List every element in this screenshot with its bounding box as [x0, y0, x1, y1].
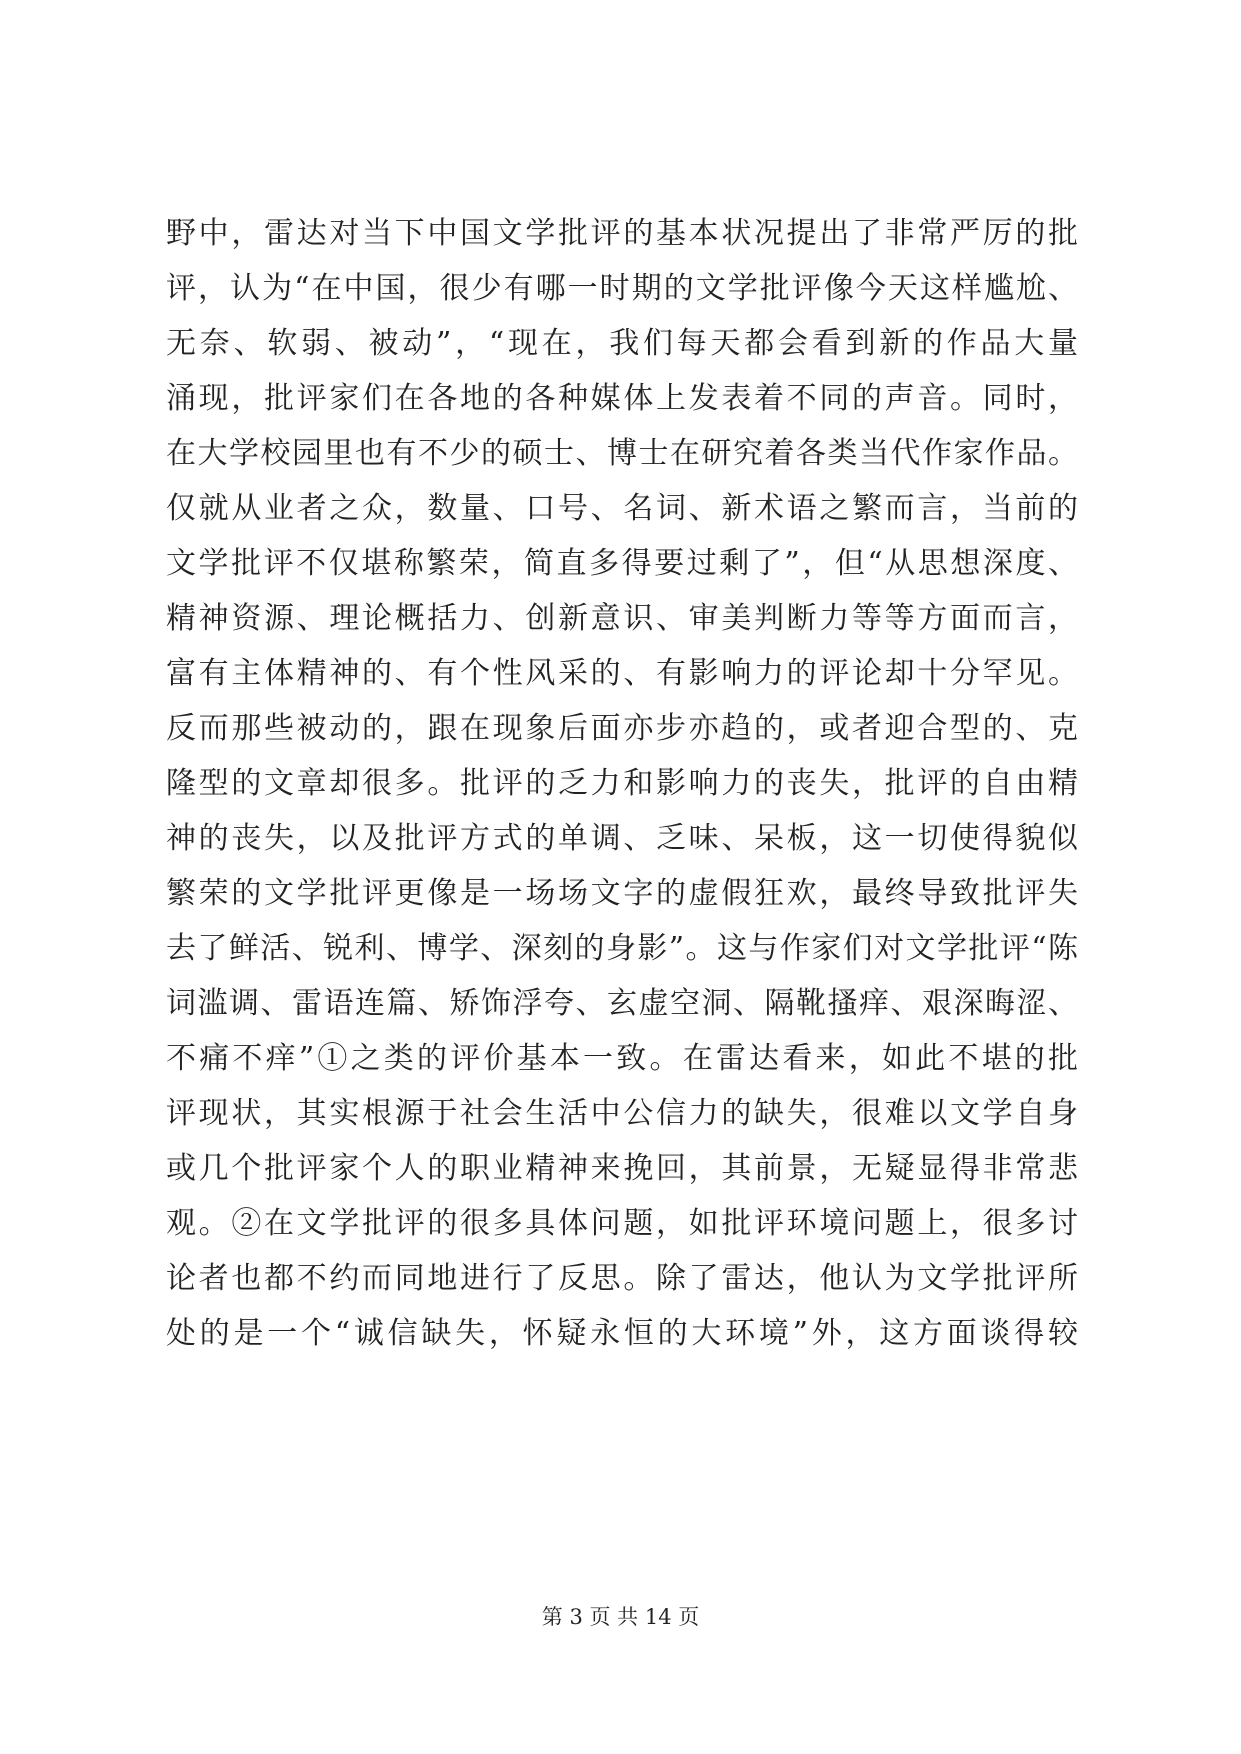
- text-line: 评现状，其实根源于社会生活中公信力的缺失，很难以文学自身: [166, 1096, 1078, 1131]
- text-line: 神的丧失，以及批评方式的单调、乏味、呆板，这一切使得貌似: [166, 821, 1078, 856]
- text-line: 评，认为“在中国，很少有哪一时期的文学批评像今天这样尴尬、: [166, 271, 1078, 306]
- text-line: 去了鲜活、锐利、博学、深刻的身影”。这与作家们对文学批评“陈: [166, 931, 1078, 966]
- text-line: 观。②在文学批评的很多具体问题，如批评环境问题上，很多讨: [166, 1206, 1078, 1241]
- text-line: 在大学校园里也有不少的硕士、博士在研究着各类当代作家作品。: [166, 436, 1078, 471]
- text-line: 仅就从业者之众，数量、口号、名词、新术语之繁而言，当前的: [166, 491, 1078, 526]
- text-line: 或几个批评家个人的职业精神来挽回，其前景，无疑显得非常悲: [166, 1151, 1078, 1186]
- text-line: 精神资源、理论概括力、创新意识、审美判断力等等方面而言，: [166, 601, 1078, 636]
- text-line: 论者也都不约而同地进行了反思。除了雷达，他认为文学批评所: [166, 1261, 1078, 1296]
- text-line: 隆型的文章却很多。批评的乏力和影响力的丧失，批评的自由精: [166, 766, 1078, 801]
- text-line: 野中，雷达对当下中国文学批评的基本状况提出了非常严厉的批: [166, 216, 1078, 251]
- text-line: 繁荣的文学批评更像是一场场文字的虚假狂欢，最终导致批评失: [166, 876, 1078, 911]
- page-number: 第 3 页 共 14 页: [541, 1605, 700, 1629]
- text-line: 反而那些被动的，跟在现象后面亦步亦趋的，或者迎合型的、克: [166, 711, 1078, 746]
- text-line: 词滥调、雷语连篇、矫饰浮夸、玄虚空洞、隔靴搔痒、艰深晦涩、: [166, 986, 1078, 1021]
- text-line: 无奈、软弱、被动”，“现在，我们每天都会看到新的作品大量: [166, 326, 1078, 361]
- text-line: 处的是一个“诚信缺失，怀疑永恒的大环境”外，这方面谈得较: [166, 1316, 1078, 1351]
- text-line: 不痛不痒”①之类的评价基本一致。在雷达看来，如此不堪的批: [166, 1041, 1078, 1076]
- text-line: 富有主体精神的、有个性风采的、有影响力的评论却十分罕见。: [166, 656, 1078, 691]
- text-line: 涌现，批评家们在各地的各种媒体上发表着不同的声音。同时，: [166, 381, 1078, 416]
- text-line: 文学批评不仅堪称繁荣，简直多得要过剩了”，但“从思想深度、: [166, 546, 1078, 581]
- body-text: [166, 206, 1078, 1361]
